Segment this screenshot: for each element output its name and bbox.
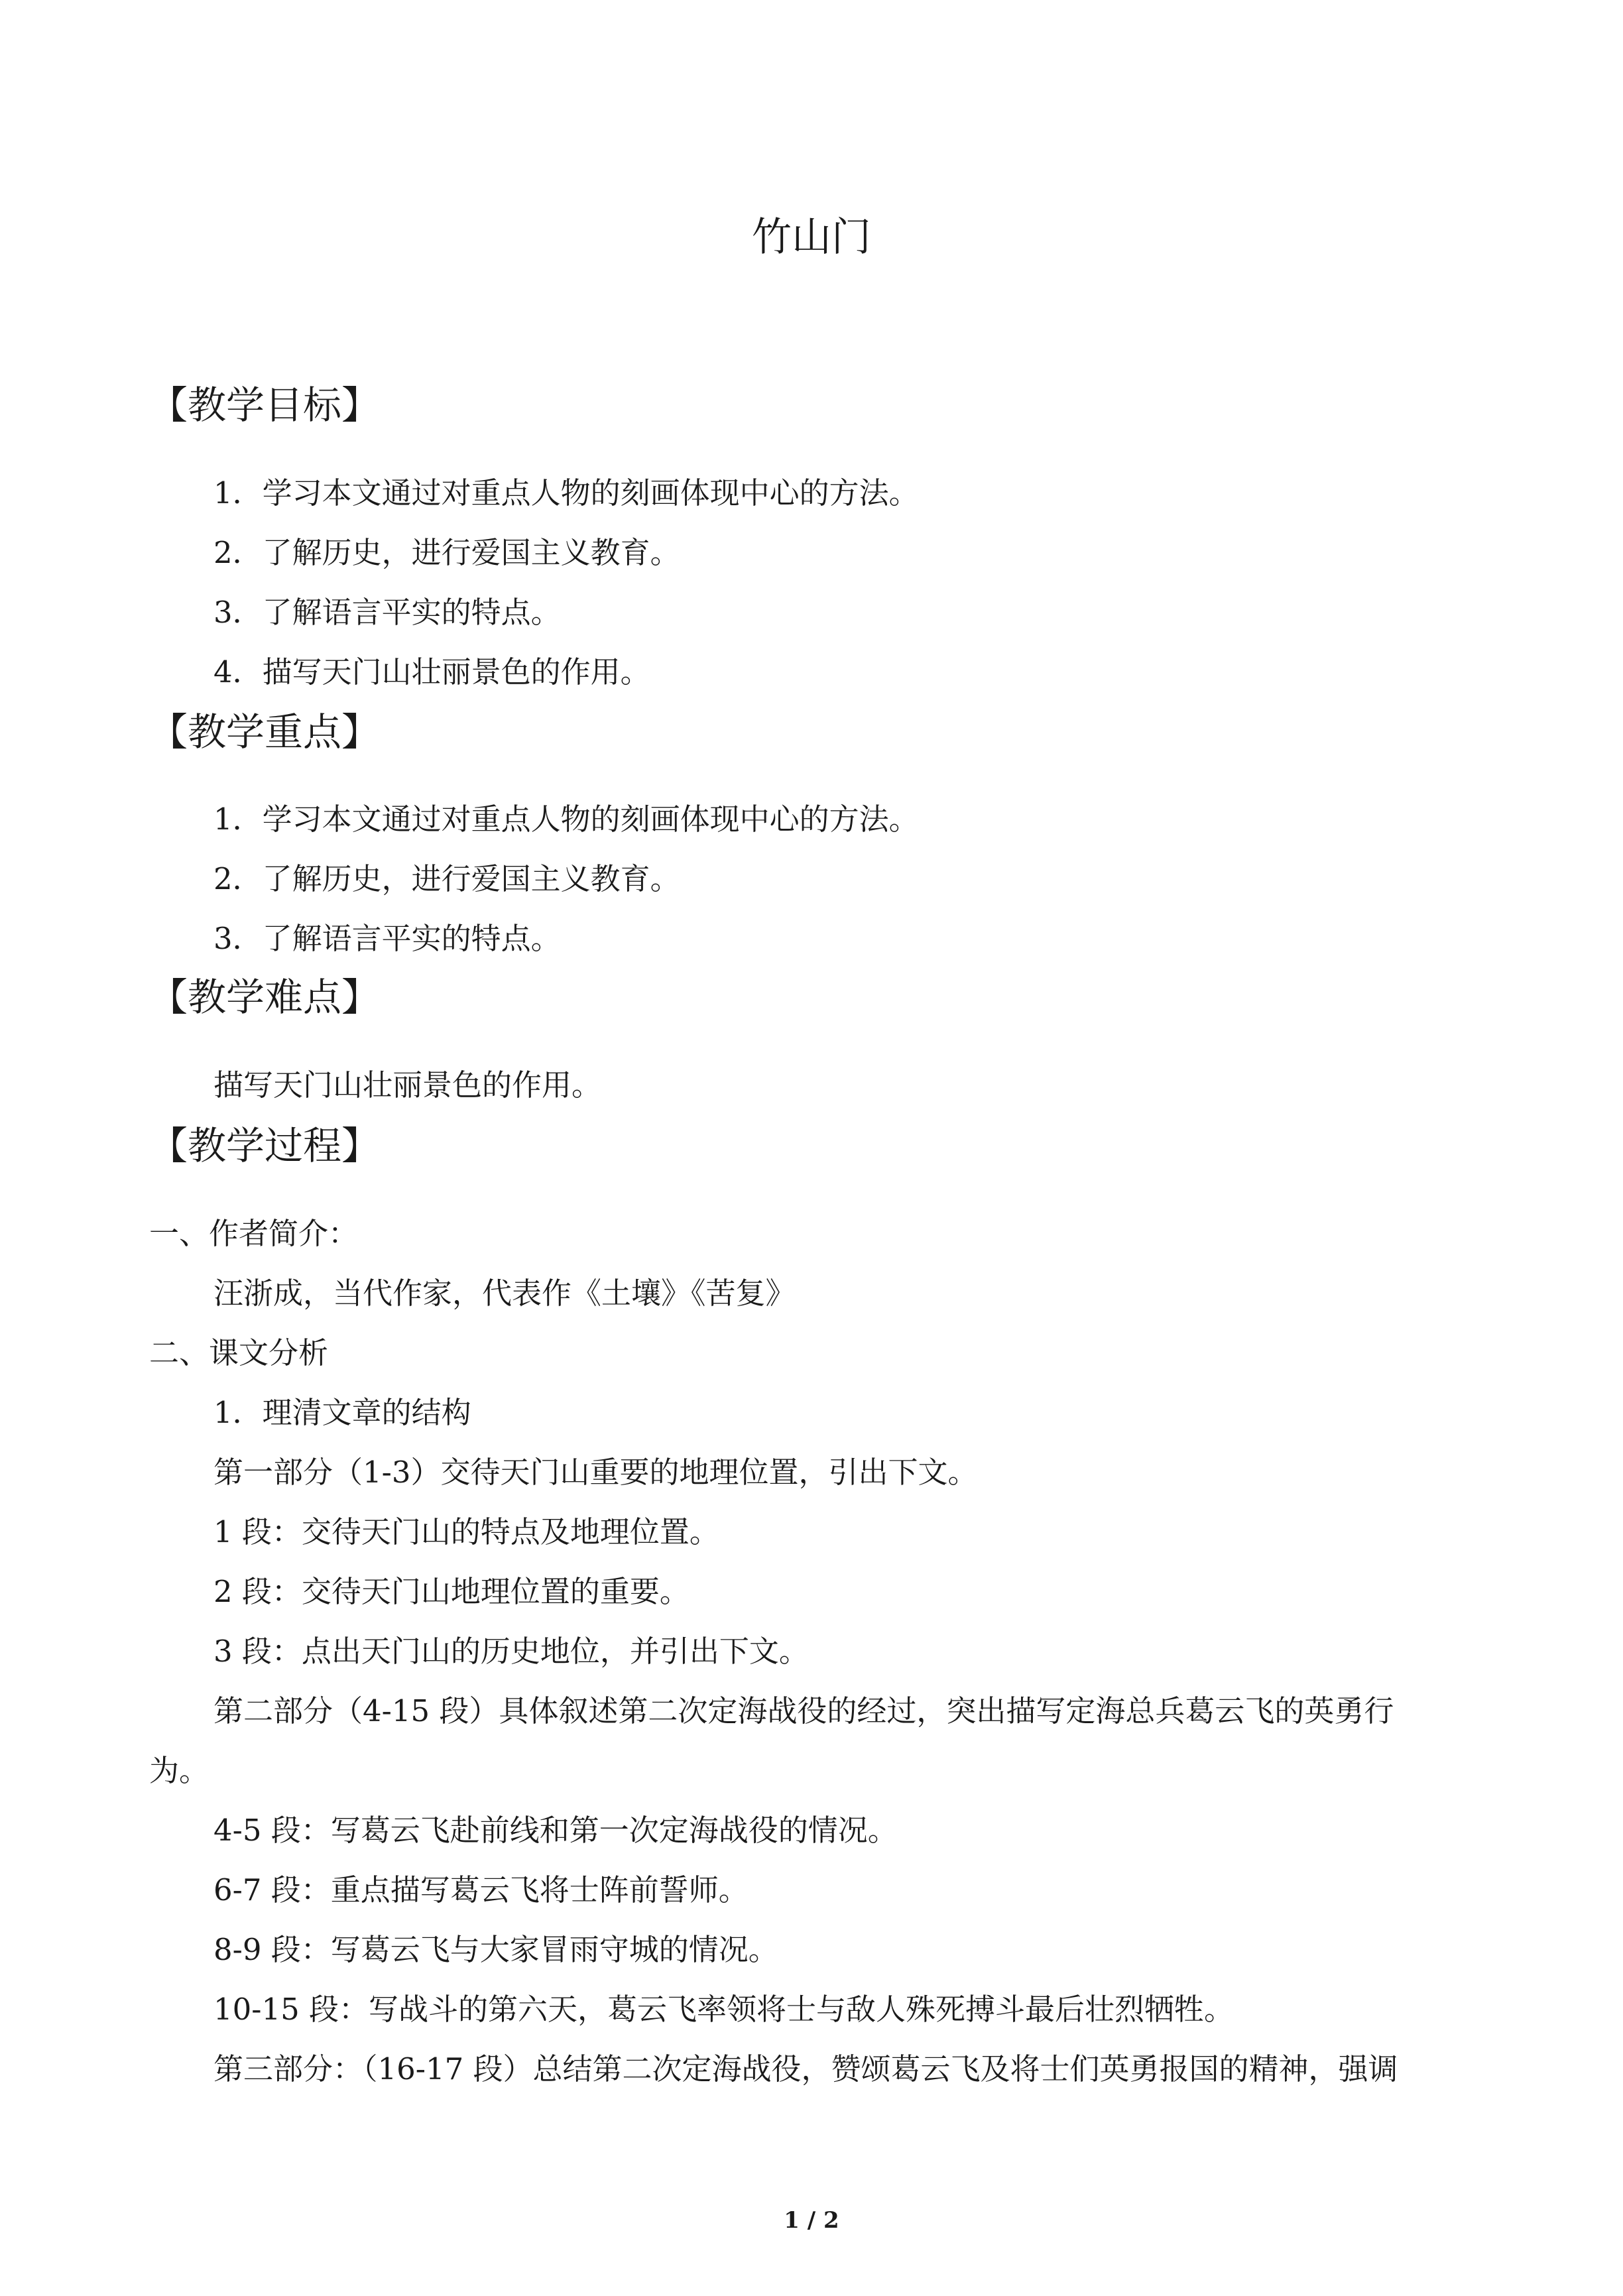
process-line: 1．理清文章的结构	[213, 1395, 471, 1430]
key-point-item-3: 3．了解语言平实的特点。	[213, 921, 561, 956]
page-number: 1 / 2	[784, 2207, 839, 2234]
process-line: 一、作者简介：	[149, 1216, 359, 1251]
process-line: 汪浙成，当代作家，代表作《土壤》《苦复》	[213, 1276, 796, 1311]
objective-item-2: 2．了解历史，进行爱国主义教育。	[213, 535, 680, 570]
objective-item-3: 3．了解语言平实的特点。	[213, 595, 561, 630]
heading-key-points: 【教学重点】	[149, 709, 381, 755]
heading-process: 【教学过程】	[149, 1123, 381, 1168]
process-line: 3 段：点出天门山的历史地位，并引出下文。	[213, 1634, 809, 1669]
heading-objectives: 【教学目标】	[149, 383, 381, 428]
process-line: 10-15 段：写战斗的第六天，葛云飞率领将士与敌人殊死搏斗最后壮烈牺牲。	[213, 1992, 1234, 2027]
process-line: 4-5 段：写葛云飞赴前线和第一次定海战役的情况。	[213, 1813, 898, 1848]
process-line: 8-9 段：写葛云飞与大家冒雨守城的情况。	[213, 1932, 778, 1967]
process-line: 为。	[149, 1753, 210, 1788]
difficulty-item-1: 描写天门山壮丽景色的作用。	[213, 1067, 602, 1103]
document-title: 竹山门	[752, 214, 871, 261]
process-line: 6-7 段：重点描写葛云飞将士阵前誓师。	[213, 1872, 749, 1907]
objective-item-1: 1．学习本文通过对重点人物的刻画体现中心的方法。	[213, 475, 919, 511]
heading-difficulties: 【教学难点】	[149, 975, 381, 1020]
process-line: 第三部分：（16-17 段）总结第二次定海战役，赞颂葛云飞及将士们英勇报国的精神，强调	[213, 2051, 1398, 2086]
key-point-item-1: 1．学习本文通过对重点人物的刻画体现中心的方法。	[213, 802, 919, 837]
process-line: 二、课文分析	[149, 1335, 329, 1370]
objective-item-4: 4．描写天门山壮丽景色的作用。	[213, 654, 650, 690]
process-line: 第二部分（4-15 段）具体叙述第二次定海战役的经过，突出描写定海总兵葛云飞的英勇行	[213, 1693, 1394, 1728]
process-line: 第一部分（1-3）交待天门山重要的地理位置，引出下文。	[213, 1455, 978, 1490]
process-line: 1 段：交待天门山的特点及地理位置。	[213, 1514, 719, 1549]
key-point-item-2: 2．了解历史，进行爱国主义教育。	[213, 861, 680, 896]
process-line: 2 段：交待天门山地理位置的重要。	[213, 1574, 690, 1609]
